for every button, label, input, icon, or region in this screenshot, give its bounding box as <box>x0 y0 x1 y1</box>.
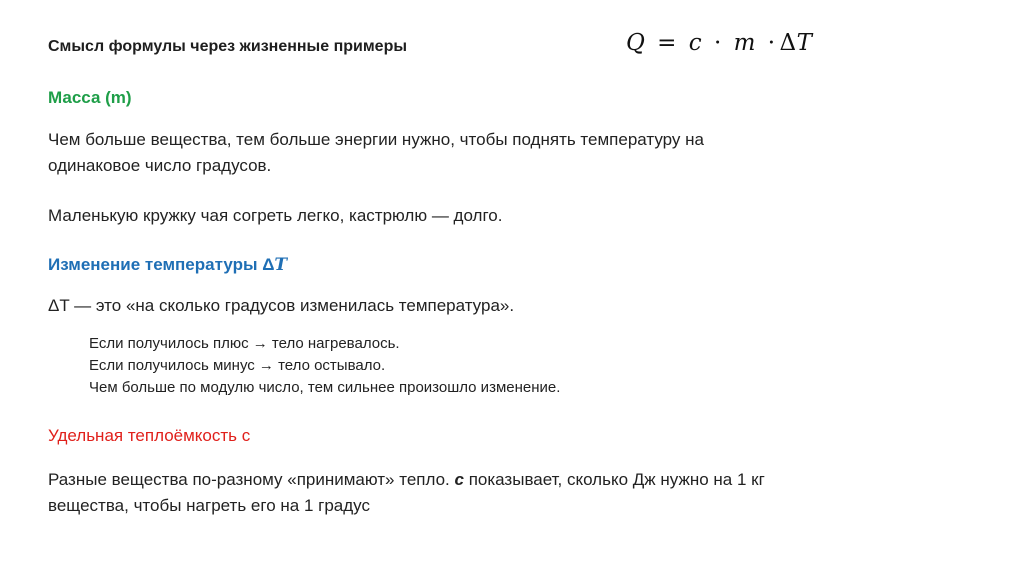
mass-paragraph-1-line-2: одинаковое число градусов. <box>48 156 272 175</box>
list-item: Чем больше по модулю число, тем сильнее произошло изменение. <box>89 379 561 396</box>
formula-q: Q <box>626 30 646 56</box>
formula-delta: Δ <box>779 30 797 56</box>
temperature-list <box>89 333 560 399</box>
mass-paragraph-2: Маленькую кружку чая согреть легко, кастрюлю — долго. <box>48 206 503 225</box>
temperature-heading <box>48 255 287 275</box>
heat-capacity-heading: Удельная теплоёмкость c <box>48 426 251 445</box>
formula-m: m <box>733 30 756 56</box>
slide-title: Смысл формулы через жизненные примеры <box>48 38 408 55</box>
list-item: Если получилось минус → тело остывало. <box>89 357 386 374</box>
heat-capacity-paragraph <box>48 467 948 519</box>
formula-dot-1: · <box>713 30 722 56</box>
list-item: Если получилось плюс → тело нагревалось. <box>89 335 400 352</box>
mass-paragraph-1-line-1: Чем больше вещества, тем больше энергии нужно, чтобы поднять температуру на <box>48 130 704 149</box>
temperature-paragraph: ΔT — это «на сколько градусов изменилась температура». <box>48 296 515 315</box>
heat-capacity-text-a: Разные вещества по-разному «принимают» тепло. <box>48 470 455 489</box>
temperature-heading-text: Изменение температуры Δ <box>48 255 275 274</box>
formula-equals: = <box>657 30 677 56</box>
heat-capacity-c-symbol: c <box>454 470 464 489</box>
formula-c: c <box>688 30 703 56</box>
heat-capacity-paragraph-line-1 <box>48 467 948 493</box>
heat-capacity-text-b: показывает, сколько Дж нужно на 1 кг <box>463 470 765 489</box>
formula-t: T <box>796 30 813 56</box>
heat-formula <box>626 30 813 56</box>
formula-dot-2: · <box>767 30 776 56</box>
mass-heading: Масса (m) <box>48 88 132 107</box>
mass-paragraph-1 <box>48 127 948 179</box>
heat-capacity-paragraph-line-2: вещества, чтобы нагреть его на 1 градус <box>48 496 370 515</box>
temperature-heading-symbol: T <box>274 255 288 275</box>
